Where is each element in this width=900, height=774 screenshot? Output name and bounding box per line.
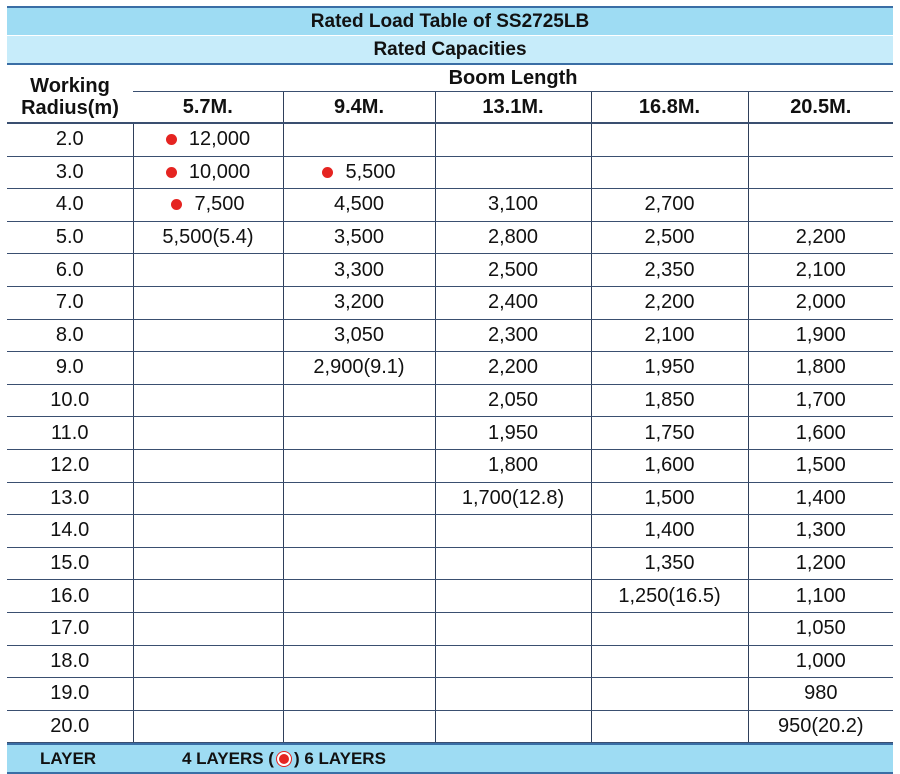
capacity-cell: 2,800 bbox=[435, 221, 591, 254]
red-dot-icon bbox=[276, 751, 292, 767]
table-row bbox=[7, 123, 893, 156]
capacity-cell bbox=[283, 384, 435, 417]
layer-label: LAYER bbox=[40, 748, 97, 768]
capacity-cell bbox=[283, 123, 435, 156]
table-row bbox=[7, 156, 893, 189]
capacity-cell bbox=[133, 449, 283, 482]
capacity-cell bbox=[283, 580, 435, 613]
capacity-cell bbox=[435, 515, 591, 548]
capacity-cell: 1,750 bbox=[591, 417, 748, 450]
boom-length-col-3: 16.8M. bbox=[591, 92, 748, 124]
boom-length-row bbox=[7, 92, 893, 124]
capacity-with-marker bbox=[166, 161, 250, 184]
capacity-cell bbox=[435, 547, 591, 580]
table-title: Rated Load Table of SS2725LB bbox=[7, 6, 893, 35]
capacity-cell: 3,300 bbox=[283, 254, 435, 287]
capacity-cell bbox=[133, 547, 283, 580]
capacity-cell bbox=[133, 678, 283, 711]
capacity-value: 7,500 bbox=[194, 193, 245, 216]
capacity-cell: 2,300 bbox=[435, 319, 591, 352]
radius-cell: 12.0 bbox=[7, 449, 133, 482]
capacity-cell: 3,050 bbox=[283, 319, 435, 352]
table-row bbox=[7, 645, 893, 678]
layer-legend bbox=[7, 743, 893, 774]
table-row bbox=[7, 449, 893, 482]
capacity-cell: 2,900(9.1) bbox=[283, 352, 435, 385]
radius-cell: 5.0 bbox=[7, 221, 133, 254]
table-row bbox=[7, 678, 893, 711]
capacity-cell bbox=[283, 156, 435, 189]
capacity-cell: 1,000 bbox=[748, 645, 893, 678]
capacity-cell bbox=[133, 645, 283, 678]
capacity-cell bbox=[283, 710, 435, 743]
red-dot-icon bbox=[171, 199, 182, 210]
capacity-cell bbox=[591, 710, 748, 743]
capacity-cell: 2,100 bbox=[591, 319, 748, 352]
capacity-cell bbox=[283, 515, 435, 548]
radius-cell: 20.0 bbox=[7, 710, 133, 743]
capacity-cell bbox=[748, 189, 893, 222]
capacity-cell bbox=[133, 710, 283, 743]
capacity-cell: 1,950 bbox=[435, 417, 591, 450]
radius-cell: 3.0 bbox=[7, 156, 133, 189]
capacity-cell bbox=[133, 254, 283, 287]
red-dot-icon bbox=[166, 167, 177, 178]
table-row bbox=[7, 189, 893, 222]
capacity-cell bbox=[591, 645, 748, 678]
capacity-cell: 950(20.2) bbox=[748, 710, 893, 743]
table-body bbox=[7, 123, 893, 743]
capacity-cell: 3,500 bbox=[283, 221, 435, 254]
capacity-value: 5,500 bbox=[345, 160, 396, 183]
red-dot-icon bbox=[166, 134, 177, 145]
table-row bbox=[7, 417, 893, 450]
capacity-cell bbox=[133, 156, 283, 189]
table-row bbox=[7, 612, 893, 645]
capacity-cell bbox=[591, 678, 748, 711]
table-row bbox=[7, 319, 893, 352]
capacity-with-marker bbox=[322, 161, 395, 184]
layer-6-text: ) 6 LAYERS bbox=[293, 748, 386, 768]
capacity-cell: 1,300 bbox=[748, 515, 893, 548]
boom-length-col-1: 9.4M. bbox=[283, 92, 435, 124]
table-row bbox=[7, 384, 893, 417]
capacity-value: 12,000 bbox=[188, 128, 251, 151]
table-row bbox=[7, 580, 893, 613]
boom-length-col-2: 13.1M. bbox=[435, 92, 591, 124]
table-row bbox=[7, 547, 893, 580]
load-table-sheet bbox=[7, 6, 893, 774]
capacity-cell bbox=[435, 645, 591, 678]
radius-cell: 14.0 bbox=[7, 515, 133, 548]
capacity-cell bbox=[133, 515, 283, 548]
capacity-cell bbox=[133, 384, 283, 417]
table-row bbox=[7, 710, 893, 743]
capacity-cell: 2,700 bbox=[591, 189, 748, 222]
radius-cell: 16.0 bbox=[7, 580, 133, 613]
capacity-cell: 2,400 bbox=[435, 286, 591, 319]
table-row bbox=[7, 221, 893, 254]
capacity-cell bbox=[133, 189, 283, 222]
capacity-cell bbox=[283, 449, 435, 482]
capacity-cell bbox=[283, 678, 435, 711]
radius-header bbox=[7, 65, 133, 123]
capacity-cell: 1,100 bbox=[748, 580, 893, 613]
boom-length-col-0: 5.7M. bbox=[133, 92, 283, 124]
capacity-cell: 2,100 bbox=[748, 254, 893, 287]
capacity-cell: 1,900 bbox=[748, 319, 893, 352]
capacity-cell bbox=[591, 123, 748, 156]
capacity-cell bbox=[591, 612, 748, 645]
capacity-cell bbox=[133, 417, 283, 450]
capacity-cell bbox=[283, 547, 435, 580]
radius-header-line1: Working bbox=[30, 75, 110, 97]
table-row bbox=[7, 352, 893, 385]
boom-length-col-4: 20.5M. bbox=[748, 92, 893, 124]
capacity-cell bbox=[283, 612, 435, 645]
capacity-cell: 1,200 bbox=[748, 547, 893, 580]
capacity-cell: 1,250(16.5) bbox=[591, 580, 748, 613]
capacity-cell bbox=[435, 156, 591, 189]
capacity-cell bbox=[133, 482, 283, 515]
capacity-cell bbox=[591, 156, 748, 189]
capacity-cell: 1,800 bbox=[435, 449, 591, 482]
capacity-cell: 980 bbox=[748, 678, 893, 711]
capacity-cell: 2,350 bbox=[591, 254, 748, 287]
capacity-cell bbox=[133, 580, 283, 613]
radius-cell: 17.0 bbox=[7, 612, 133, 645]
capacity-cell bbox=[435, 580, 591, 613]
capacity-cell bbox=[748, 156, 893, 189]
capacity-cell: 2,200 bbox=[435, 352, 591, 385]
capacity-cell bbox=[283, 482, 435, 515]
capacity-cell: 1,850 bbox=[591, 384, 748, 417]
capacity-cell: 4,500 bbox=[283, 189, 435, 222]
capacity-with-marker bbox=[166, 128, 250, 151]
radius-cell: 13.0 bbox=[7, 482, 133, 515]
capacity-cell bbox=[283, 417, 435, 450]
radius-cell: 11.0 bbox=[7, 417, 133, 450]
capacity-cell: 3,100 bbox=[435, 189, 591, 222]
capacity-cell: 2,200 bbox=[591, 286, 748, 319]
capacity-cell: 2,050 bbox=[435, 384, 591, 417]
capacity-cell: 2,500 bbox=[435, 254, 591, 287]
radius-header-line2: Radius(m) bbox=[21, 97, 119, 119]
radius-cell: 10.0 bbox=[7, 384, 133, 417]
capacity-cell: 1,500 bbox=[748, 449, 893, 482]
capacity-cell bbox=[133, 612, 283, 645]
capacity-cell: 2,200 bbox=[748, 221, 893, 254]
table-row bbox=[7, 254, 893, 287]
capacity-cell: 1,400 bbox=[591, 515, 748, 548]
radius-cell: 4.0 bbox=[7, 189, 133, 222]
capacity-cell bbox=[435, 123, 591, 156]
capacity-cell bbox=[133, 123, 283, 156]
capacity-cell: 1,700(12.8) bbox=[435, 482, 591, 515]
capacity-cell bbox=[133, 286, 283, 319]
capacity-cell bbox=[435, 678, 591, 711]
radius-cell: 6.0 bbox=[7, 254, 133, 287]
capacity-cell bbox=[283, 645, 435, 678]
table-row bbox=[7, 286, 893, 319]
capacity-cell: 1,950 bbox=[591, 352, 748, 385]
capacity-cell: 5,500(5.4) bbox=[133, 221, 283, 254]
table-subtitle: Rated Capacities bbox=[7, 35, 893, 65]
capacity-cell: 2,000 bbox=[748, 286, 893, 319]
capacity-cell bbox=[748, 123, 893, 156]
capacity-cell: 1,050 bbox=[748, 612, 893, 645]
capacity-cell: 1,700 bbox=[748, 384, 893, 417]
capacity-cell: 1,500 bbox=[591, 482, 748, 515]
capacity-cell bbox=[435, 612, 591, 645]
radius-cell: 15.0 bbox=[7, 547, 133, 580]
radius-cell: 9.0 bbox=[7, 352, 133, 385]
radius-cell: 18.0 bbox=[7, 645, 133, 678]
red-dot-icon bbox=[322, 167, 333, 178]
capacity-with-marker bbox=[171, 193, 244, 216]
layer-4-text: 4 LAYERS ( bbox=[182, 748, 274, 768]
boom-length-header: Boom Length bbox=[133, 65, 893, 92]
capacity-cell: 1,600 bbox=[748, 417, 893, 450]
radius-cell: 8.0 bbox=[7, 319, 133, 352]
capacity-cell: 1,800 bbox=[748, 352, 893, 385]
table-row bbox=[7, 482, 893, 515]
radius-cell: 2.0 bbox=[7, 123, 133, 156]
capacity-cell bbox=[435, 710, 591, 743]
capacity-cell: 1,600 bbox=[591, 449, 748, 482]
capacity-cell: 1,350 bbox=[591, 547, 748, 580]
capacity-cell: 1,400 bbox=[748, 482, 893, 515]
load-table bbox=[7, 65, 893, 743]
capacity-cell: 3,200 bbox=[283, 286, 435, 319]
radius-cell: 7.0 bbox=[7, 286, 133, 319]
capacity-cell bbox=[133, 352, 283, 385]
table-row bbox=[7, 515, 893, 548]
radius-cell: 19.0 bbox=[7, 678, 133, 711]
capacity-value: 10,000 bbox=[188, 160, 251, 183]
capacity-cell bbox=[133, 319, 283, 352]
capacity-cell: 2,500 bbox=[591, 221, 748, 254]
